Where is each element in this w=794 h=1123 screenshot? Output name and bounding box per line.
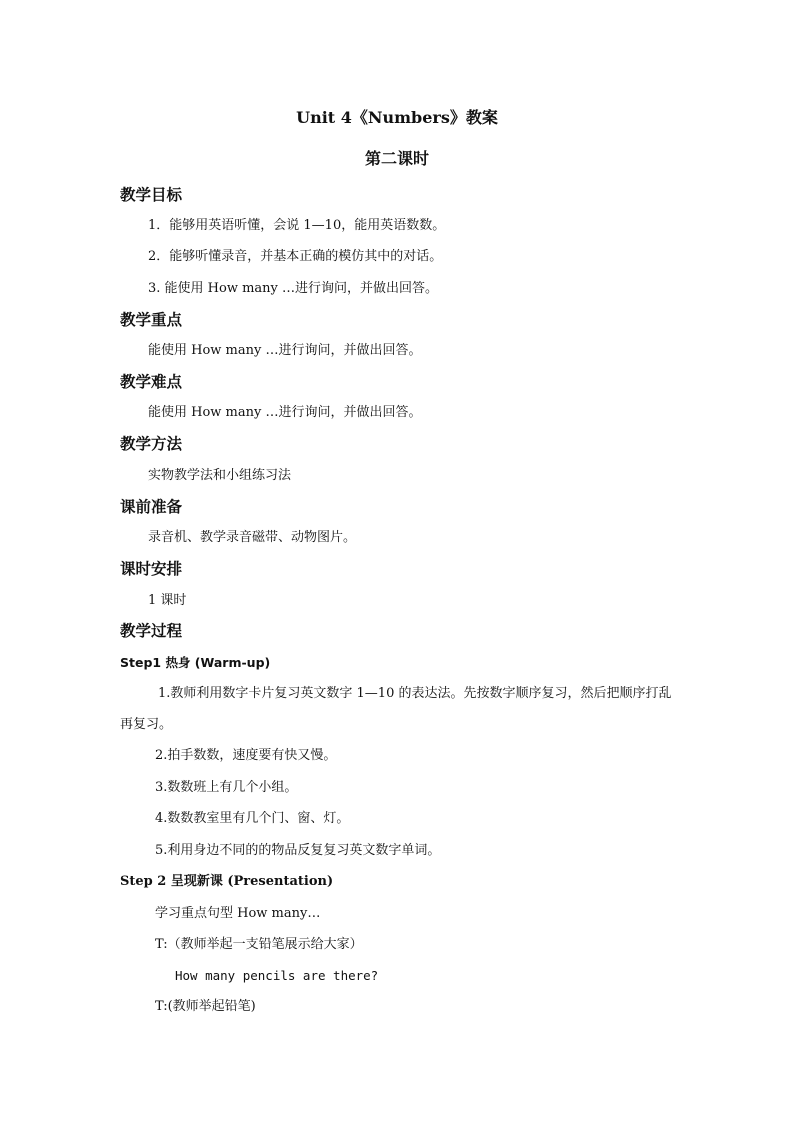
step1-item: 2.拍手数数，速度要有快又慢。: [155, 748, 337, 763]
process-heading: 教学过程: [120, 621, 183, 640]
step1-item: 5.利用身边不同的的物品反复复习英文数字单词。: [155, 843, 441, 858]
preparation-text: 录音机、教学录音磁带、动物图片。: [148, 530, 357, 545]
step2-line: T:（教师举起一支铅笔展示给大家）: [155, 937, 363, 952]
schedule-text: 1 课时: [148, 593, 187, 608]
step2-line: How many pencils are there?: [175, 968, 379, 983]
schedule-heading: 课时安排: [120, 559, 183, 578]
preparation-heading: 课前准备: [120, 497, 183, 516]
document-subtitle: 第二课时: [364, 149, 429, 168]
step2-line: 学习重点句型 How many…: [155, 906, 321, 921]
objective-item: 1．能够用英语听懂，会说 1—10，能用英语数数。: [148, 218, 446, 233]
objective-item: 2．能够听懂录音，并基本正确的模仿其中的对话。: [148, 249, 443, 264]
step1-item: 4.数数教室里有几个门、窗、灯。: [155, 811, 350, 826]
methods-text: 实物教学法和小组练习法: [148, 468, 292, 483]
difficulties-heading: 教学难点: [120, 372, 183, 391]
step2-title: Step 2 呈现新课 (Presentation): [120, 874, 334, 889]
objectives-heading: 教学目标: [120, 185, 183, 204]
step1-title: Step1 热身 (Warm-up): [120, 655, 271, 670]
document-title: Unit 4《Numbers》教案: [296, 108, 498, 127]
step2-line: T:(教师举起铅笔): [155, 999, 256, 1014]
objective-item: 3. 能使用 How many …进行询问，并做出回答。: [148, 281, 439, 296]
step1-item: 1.教师利用数字卡片复习英文数字 1—10 的表达法。先按数字顺序复习，然后把顺序打乱再复习。: [120, 686, 672, 732]
key-points-heading: 教学重点: [120, 310, 183, 329]
difficulties-text: 能使用 How many …进行询问，并做出回答。: [148, 405, 422, 420]
step1-item: 3.数数班上有几个小组。: [155, 780, 298, 795]
key-points-text: 能使用 How many …进行询问，并做出回答。: [148, 343, 422, 358]
methods-heading: 教学方法: [120, 434, 183, 453]
